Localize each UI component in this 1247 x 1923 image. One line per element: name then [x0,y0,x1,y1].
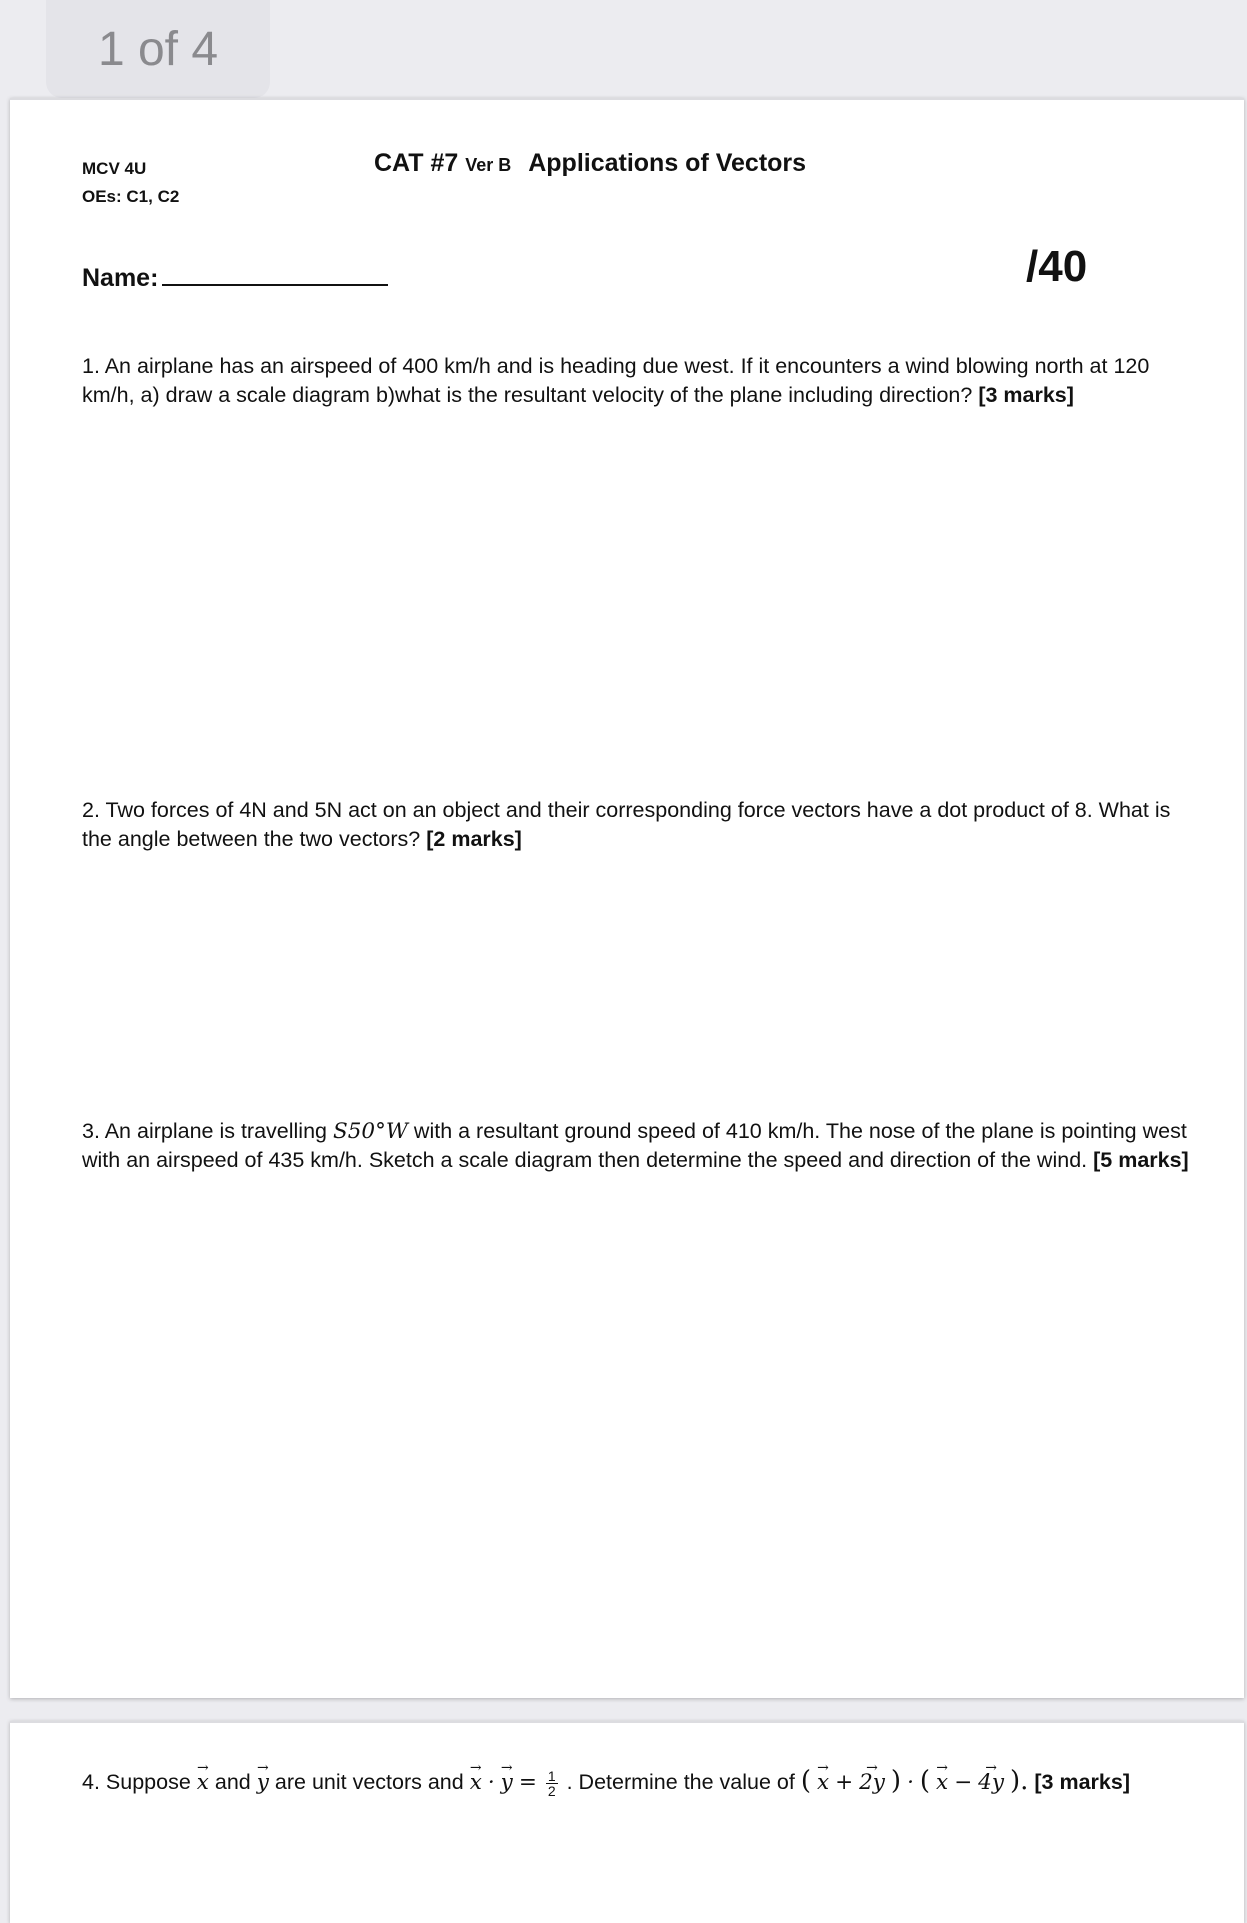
q4-text-2: and [214,1770,251,1794]
document-page-1 [10,98,1244,1698]
document-page-2 [10,1721,1244,1923]
topic: Applications of Vectors [528,149,807,177]
question-2-marks: [2 marks] [426,827,522,851]
name-field [82,262,388,293]
question-1-marks: [3 marks] [978,383,1074,407]
left-paren: ( [919,1766,931,1796]
dot-operator: · [907,1770,914,1795]
page-title [374,149,806,178]
name-label: Name: [82,264,159,292]
question-1-text: 1. An airplane has an airspeed of 400 km/h and is heading due west. If it encounters a wind blowing north at 120 km/h, a) draw a scale diagram b)what is the resultant velocity of the plane including direction? [82,354,1150,407]
name-blank-line [162,262,388,286]
right-paren-period: ). [1009,1766,1029,1796]
dot-operator: · [487,1770,495,1795]
plus-sign: + [835,1770,854,1795]
question-4-marks: [3 marks] [1034,1770,1130,1794]
fraction-one-half [546,1769,558,1798]
fraction-numerator: 1 [547,1767,556,1784]
equals-sign: = [518,1770,537,1795]
question-1 [82,352,1192,410]
course-info [82,155,179,211]
vector-x: → x [817,1768,829,1797]
question-2 [82,796,1192,854]
question-3 [82,1117,1192,1175]
cat-number: CAT #7 [374,149,459,177]
page-indicator: 1 of 4 [46,0,270,98]
vector-y: → y [257,1768,269,1797]
left-paren: ( [800,1766,811,1796]
vector-y: → y [501,1768,513,1797]
minus-sign: − [954,1770,973,1795]
question-3-bearing: S50°W [333,1119,408,1144]
right-paren: ) [890,1766,902,1796]
q4-text-1: 4. Suppose [82,1770,191,1794]
vector-x: → x [197,1768,209,1797]
vector-4y: → 4y [978,1768,1004,1797]
question-3-text-b: with a resultant ground speed of 410 km/h. The nose of the plane is pointing west with an airspeed of 435 km/h. Sketch a scale diagram then determine the speed and direction of the wind. [82,1119,1187,1172]
total-score: /40 [1026,242,1088,291]
fraction-denominator: 2 [547,1782,556,1799]
vector-2y: → 2y [859,1768,885,1797]
q4-text-3: are unit vectors and [274,1770,464,1794]
oes: OEs: C1, C2 [82,187,180,206]
vector-x: → x [936,1768,948,1797]
version: Ver B [465,155,512,175]
question-4 [82,1767,1192,1798]
question-3-text-a: 3. An airplane is travelling [82,1119,328,1143]
q4-text-4: . Determine the value of [566,1770,795,1794]
vector-x: → x [470,1768,482,1797]
question-3-marks: [5 marks] [1093,1148,1189,1172]
course-code: MCV 4U [82,159,147,178]
question-2-text: 2. Two forces of 4N and 5N act on an object and their corresponding force vectors have a dot product of 8. What is the angle between the two vectors? [82,798,1171,851]
